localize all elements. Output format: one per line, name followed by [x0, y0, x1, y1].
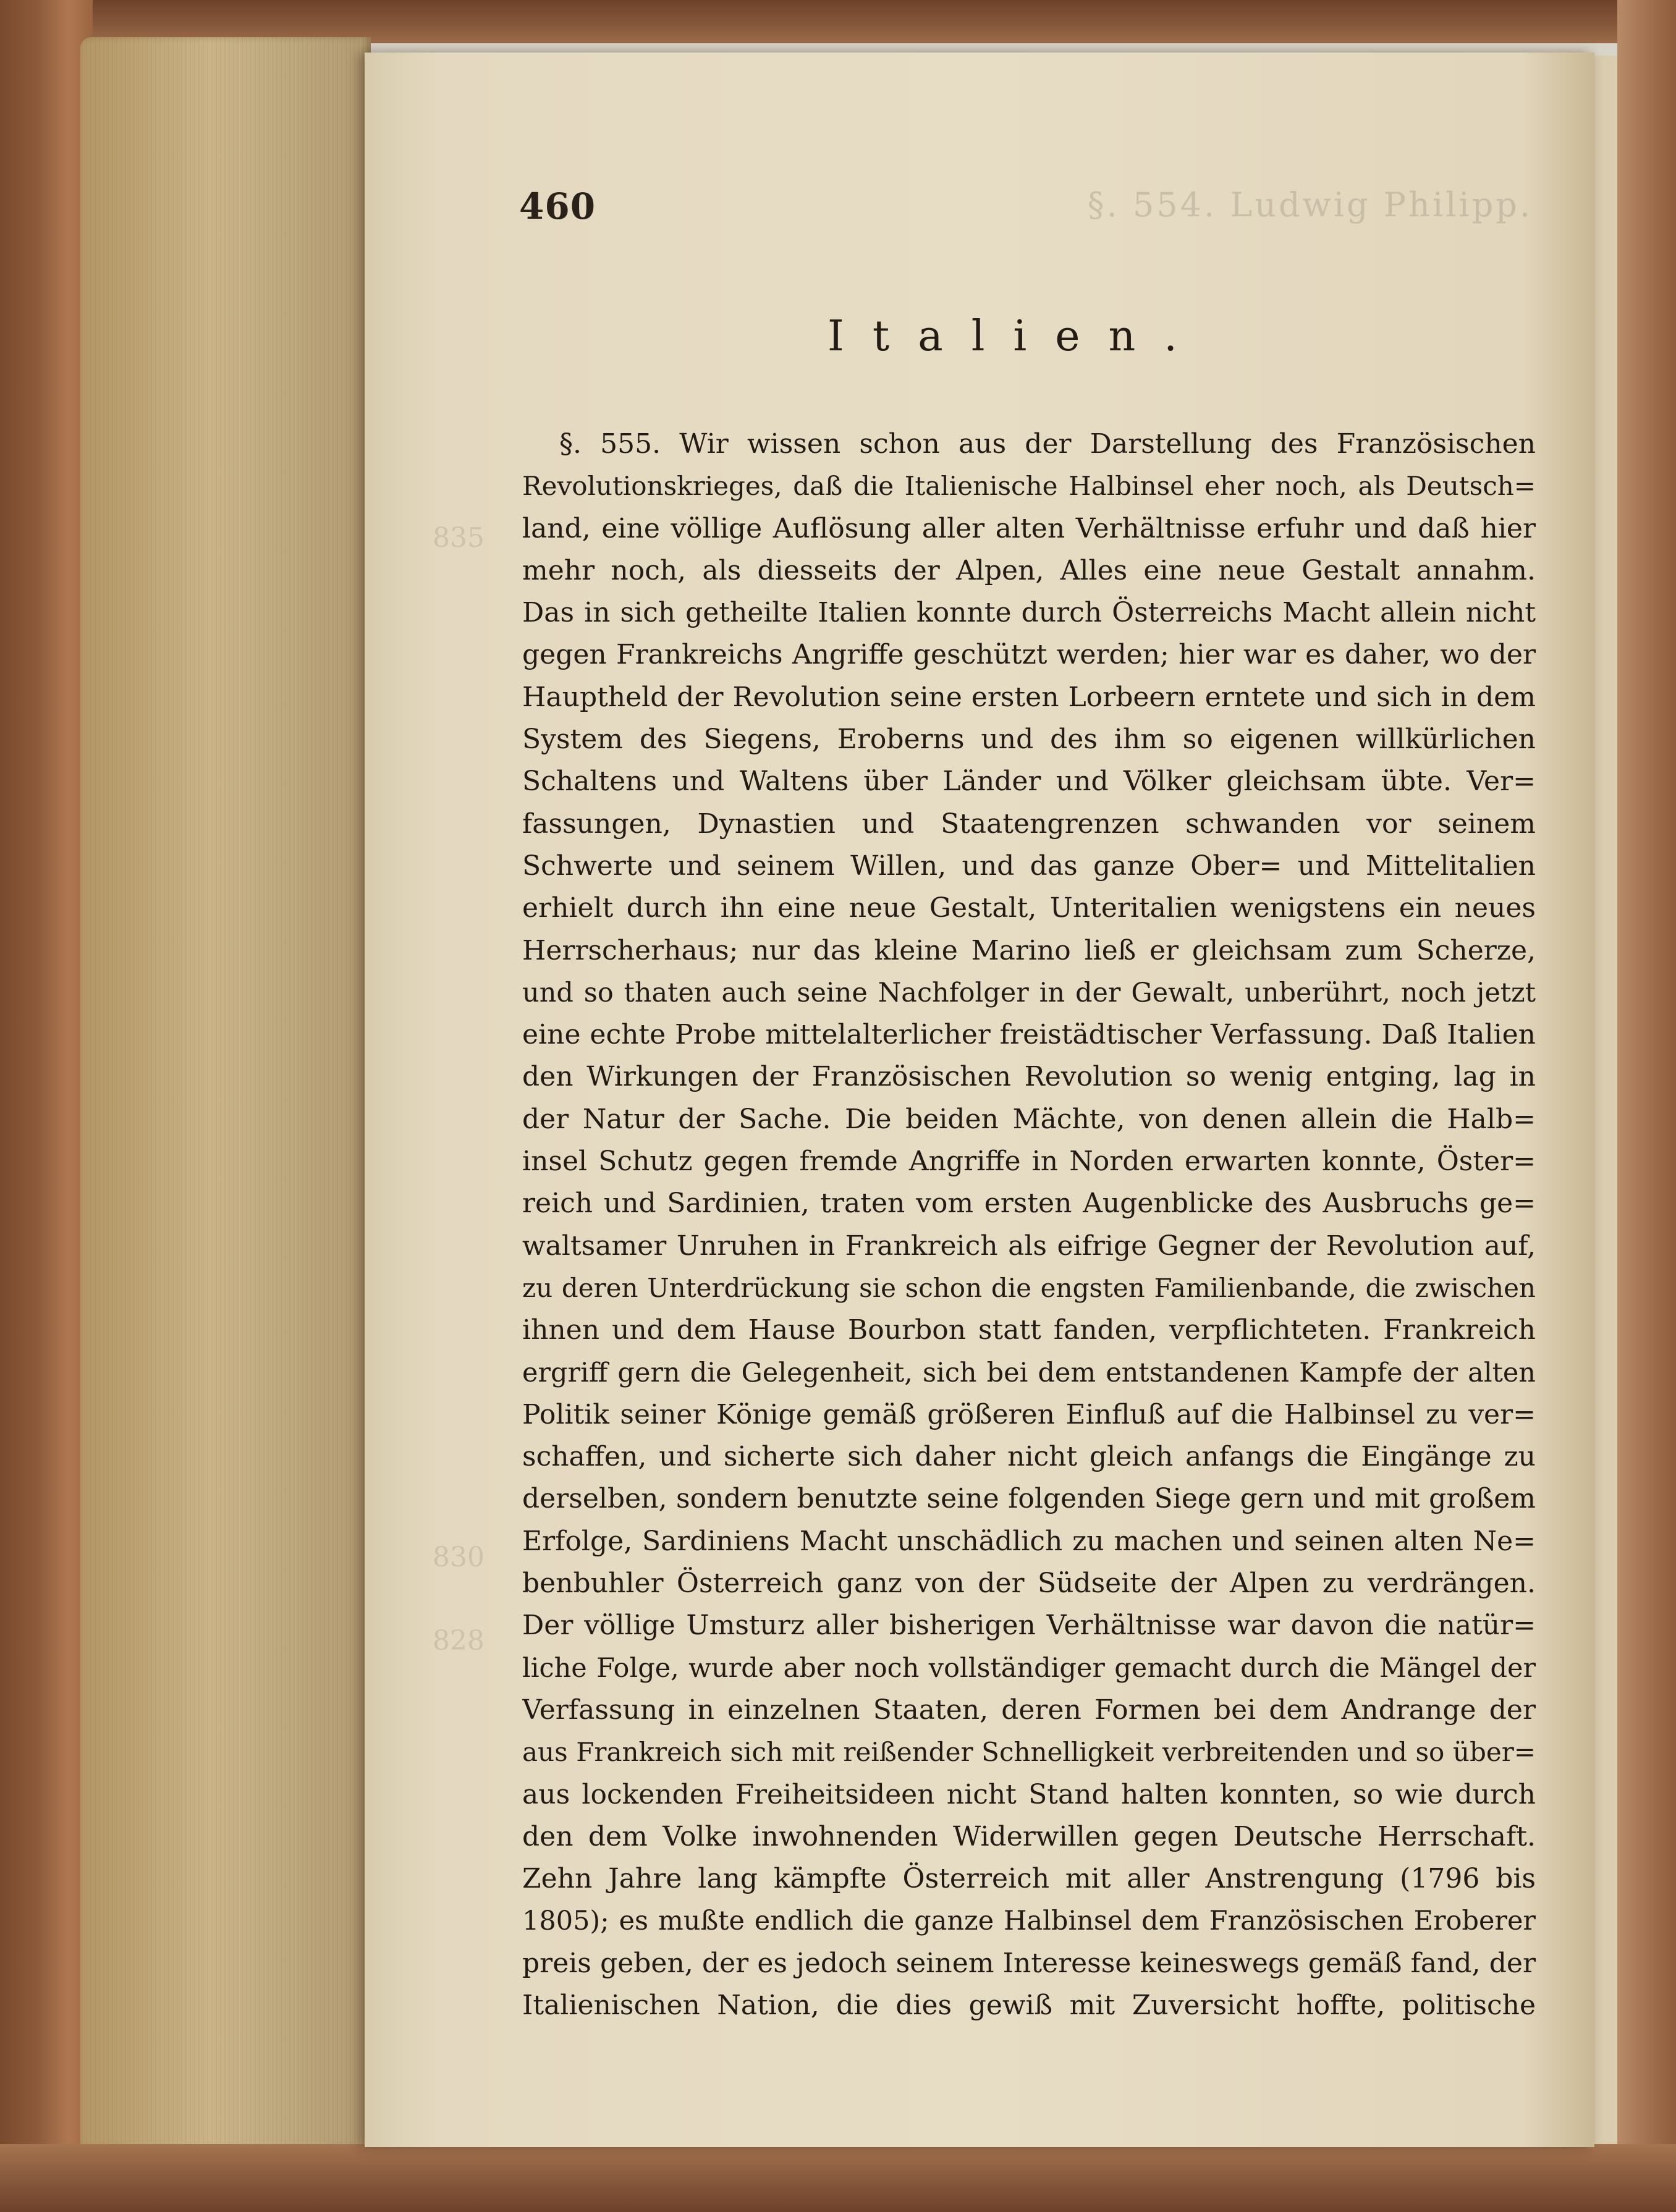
text-line: schaffen, und sicherte sich daher nicht gleich anfangs die Eingänge zu [522, 1441, 1536, 1473]
body-text [522, 423, 1536, 2027]
page-number: 460 [519, 185, 596, 227]
text-line: Das in sich getheilte Italien konnte durch Österreichs Macht allein nicht [522, 597, 1536, 629]
text-line: Italienischen Nation, die dies gewiß mit Zuversicht hoffte, politische [522, 1989, 1536, 2021]
bleed-through-margin-number: 828 [433, 1625, 485, 1657]
text-line: Erfolge, Sardiniens Macht unschädlich zu machen und seinen alten Ne= [522, 1525, 1536, 1557]
text-line: preis geben, der es jedoch seinem Interesse keineswegs gemäß fand, der [522, 1947, 1536, 1979]
text-line: mehr noch, als diesseits der Alpen, Alles eine neue Gestalt annahm. [522, 554, 1536, 586]
text-line: Hauptheld der Revolution seine ersten Lorbeern erntete und sich in dem [522, 681, 1536, 713]
text-line: Herrscherhaus; nur das kleine Marino ließ er gleichsam zum Scherze, [522, 934, 1536, 966]
text-line: eine echte Probe mittelalterlicher freistädtischer Verfassung. Daß Italien [522, 1019, 1536, 1051]
section-title: Italien. [827, 312, 1206, 361]
bleed-through-margin-number: 835 [433, 522, 485, 554]
text-line: Schwerte und seinem Willen, und das ganze Ober= und Mittelitalien [522, 850, 1536, 882]
text-line: derselben, sondern benutzte seine folgenden Siege gern und mit großem [522, 1483, 1536, 1515]
book-cover-right [1617, 0, 1676, 2212]
text-line: zu deren Unterdrückung sie schon die engsten Familienbande, die zwischen [522, 1272, 1536, 1303]
text-line: Politik seiner Könige gemäß größeren Einfluß auf die Halbinsel zu ver= [522, 1398, 1536, 1430]
printed-page [365, 53, 1594, 2147]
text-line: reich und Sardinien, traten vom ersten Augenblicke des Ausbruchs ge= [522, 1188, 1536, 1220]
text-line: aus Frankreich sich mit reißender Schnelligkeit verbreitenden und so über= [522, 1737, 1536, 1768]
text-line: insel Schutz gegen fremde Angriffe in Norden erwarten konnte, Öster= [522, 1146, 1536, 1178]
text-line: §. 555. Wir wissen schon aus der Darstellung des Französischen [559, 428, 1536, 460]
text-line: aus lockenden Freiheitsideen nicht Stand halten konnten, so wie durch [522, 1778, 1536, 1810]
book-cover-left [0, 0, 93, 2212]
text-line: ihnen und dem Hause Bourbon statt fanden, verpflichteten. Frankreich [522, 1314, 1536, 1346]
book-cover-bottom [0, 2144, 1676, 2212]
text-line: benbuhler Österreich ganz von der Südseite der Alpen zu verdrängen. [522, 1568, 1536, 1600]
text-line: den dem Volke inwohnenden Widerwillen gegen Deutsche Herrschaft. [522, 1820, 1536, 1852]
text-line: Schaltens und Waltens über Länder und Völker gleichsam übte. Ver= [522, 766, 1536, 798]
text-line: liche Folge, wurde aber noch vollständiger gemacht durch die Mängel der [522, 1652, 1536, 1684]
text-line: der Natur der Sache. Die beiden Mächte, von denen allein die Halb= [522, 1103, 1536, 1135]
text-line: erhielt durch ihn eine neue Gestalt, Unteritalien wenigstens ein neues [522, 892, 1536, 924]
text-line: den Wirkungen der Französischen Revolution so wenig entging, lag in [522, 1061, 1536, 1093]
text-line: ergriff gern die Gelegenheit, sich bei dem entstandenen Kampfe der alten [522, 1357, 1536, 1388]
text-line: waltsamer Unruhen in Frankreich als eifrige Gegner der Revolution auf, [522, 1230, 1536, 1262]
page-header [519, 185, 1533, 260]
text-line: Der völlige Umsturz aller bisherigen Verhältnisse war davon die natür= [522, 1610, 1536, 1642]
text-line: land, eine völlige Auflösung aller alten Verhältnisse erfuhr und daß hier [522, 512, 1536, 544]
text-line: 1805); es mußte endlich die ganze Halbinsel dem Französischen Eroberer [522, 1906, 1536, 1937]
bleed-through-margin-number: 830 [433, 1542, 485, 1573]
page-edges-stack [80, 37, 371, 2156]
text-line: und so thaten auch seine Nachfolger in der Gewalt, unberührt, noch jetzt [522, 977, 1536, 1008]
text-line: fassungen, Dynastien und Staatengrenzen schwanden vor seinem [522, 808, 1536, 840]
text-line: Revolutionskrieges, daß die Italienische Halbinsel eher noch, als Deutsch= [522, 471, 1536, 502]
bleed-through-header: §. 554. Ludwig Philipp. [1087, 185, 1533, 224]
text-line: Verfassung in einzelnen Staaten, deren Formen bei dem Andrange der [522, 1694, 1536, 1726]
text-line: gegen Frankreichs Angriffe geschützt werden; hier war es daher, wo der [522, 639, 1536, 671]
text-line: Zehn Jahre lang kämpfte Österreich mit aller Anstrengung (1796 bis [522, 1863, 1536, 1895]
text-line: System des Siegens, Eroberns und des ihm so eigenen willkürlichen [522, 724, 1536, 756]
